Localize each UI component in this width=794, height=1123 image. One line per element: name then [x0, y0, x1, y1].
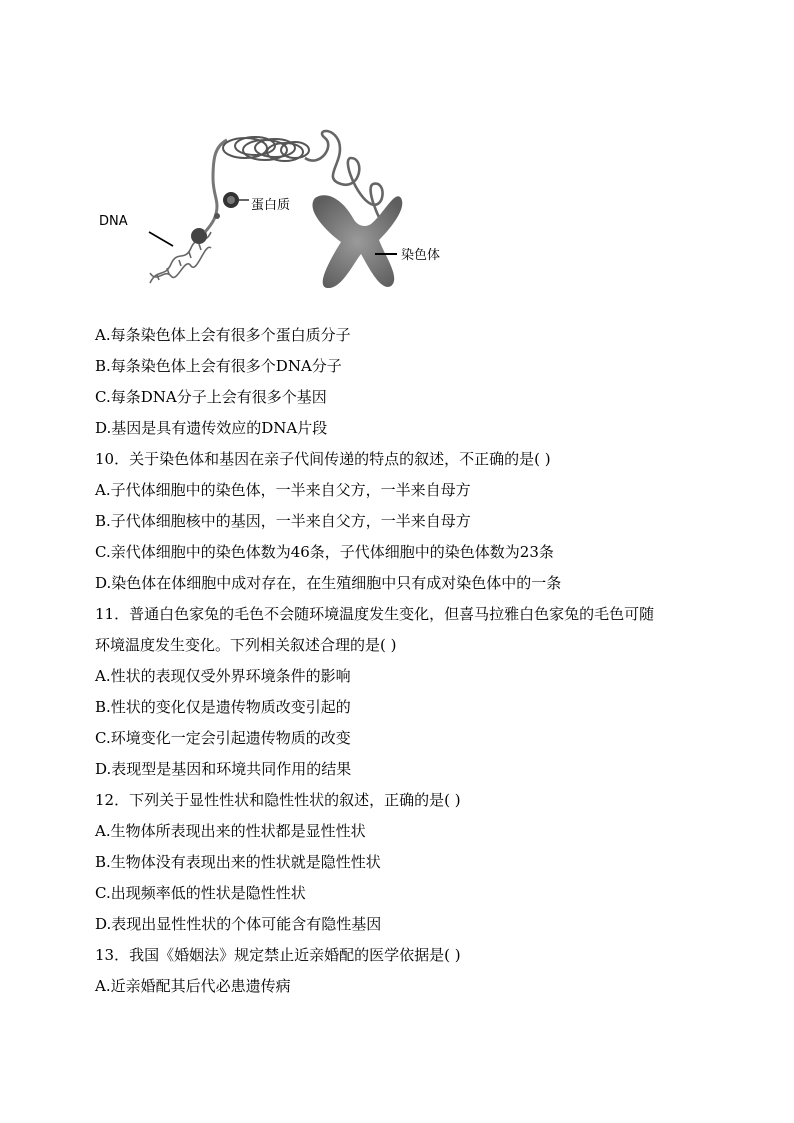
option-10d: D.染色体在体细胞中成对存在，在生殖细胞中只有成对染色体中的一条 — [95, 574, 562, 592]
label-protein: 蛋白质 — [251, 198, 291, 213]
label-dna: DNA — [99, 214, 128, 229]
question-11-line2: 环境温度发生变化。下列相关叙述合理的是( ) — [95, 636, 397, 654]
option-9c: C.每条DNA分子上会有很多个基因 — [95, 388, 327, 406]
option-11d: D.表现型是基因和环境共同作用的结果 — [95, 760, 352, 778]
option-9d: D.基因是具有遗传效应的DNA片段 — [95, 419, 328, 437]
option-11c: C.环境变化一定会引起遗传物质的改变 — [95, 729, 351, 747]
chromosome-diagram — [95, 128, 455, 288]
option-11b: B.性状的变化仅是遗传物质改变引起的 — [95, 698, 351, 716]
x-chromosome — [312, 195, 402, 288]
supercoiled-fiber — [223, 137, 309, 161]
option-12a: A.生物体所表现出来的性状都是显性性状 — [95, 822, 366, 840]
option-10c: C.亲代体细胞中的染色体数为46条，子代体细胞中的染色体数为23条 — [95, 543, 554, 561]
option-12b: B.生物体没有表现出来的性状就是隐性性状 — [95, 853, 381, 871]
question-text — [95, 320, 715, 1002]
option-10a: A.子代体细胞中的染色体，一半来自父方，一半来自母方 — [95, 481, 471, 499]
option-12d: D.表现出显性性状的个体可能含有隐性基因 — [95, 915, 382, 933]
option-12c: C.出现频率低的性状是隐性性状 — [95, 884, 306, 902]
option-10b: B.子代体细胞核中的基因，一半来自父方，一半来自母方 — [95, 512, 471, 530]
option-9b: B.每条染色体上会有很多个DNA分子 — [95, 357, 342, 375]
label-chromosome: 染色体 — [401, 248, 441, 263]
option-13a: A.近亲婚配其后代必患遗传病 — [95, 977, 291, 995]
option-9a: A.每条染色体上会有很多个蛋白质分子 — [95, 326, 351, 344]
question-13: 13．我国《婚姻法》规定禁止近亲婚配的医学依据是( ) — [95, 946, 461, 964]
question-12: 12．下列关于显性性状和隐性性状的叙述，正确的是( ) — [95, 791, 461, 809]
question-11-line1: 11．普通白色家兔的毛色不会随环境温度发生变化，但喜马拉雅白色家兔的毛色可随 — [95, 605, 655, 623]
option-11a: A.性状的表现仅受外界环境条件的影响 — [95, 667, 351, 685]
question-10: 10．关于染色体和基因在亲子代间传递的特点的叙述，不正确的是( ) — [95, 450, 551, 468]
